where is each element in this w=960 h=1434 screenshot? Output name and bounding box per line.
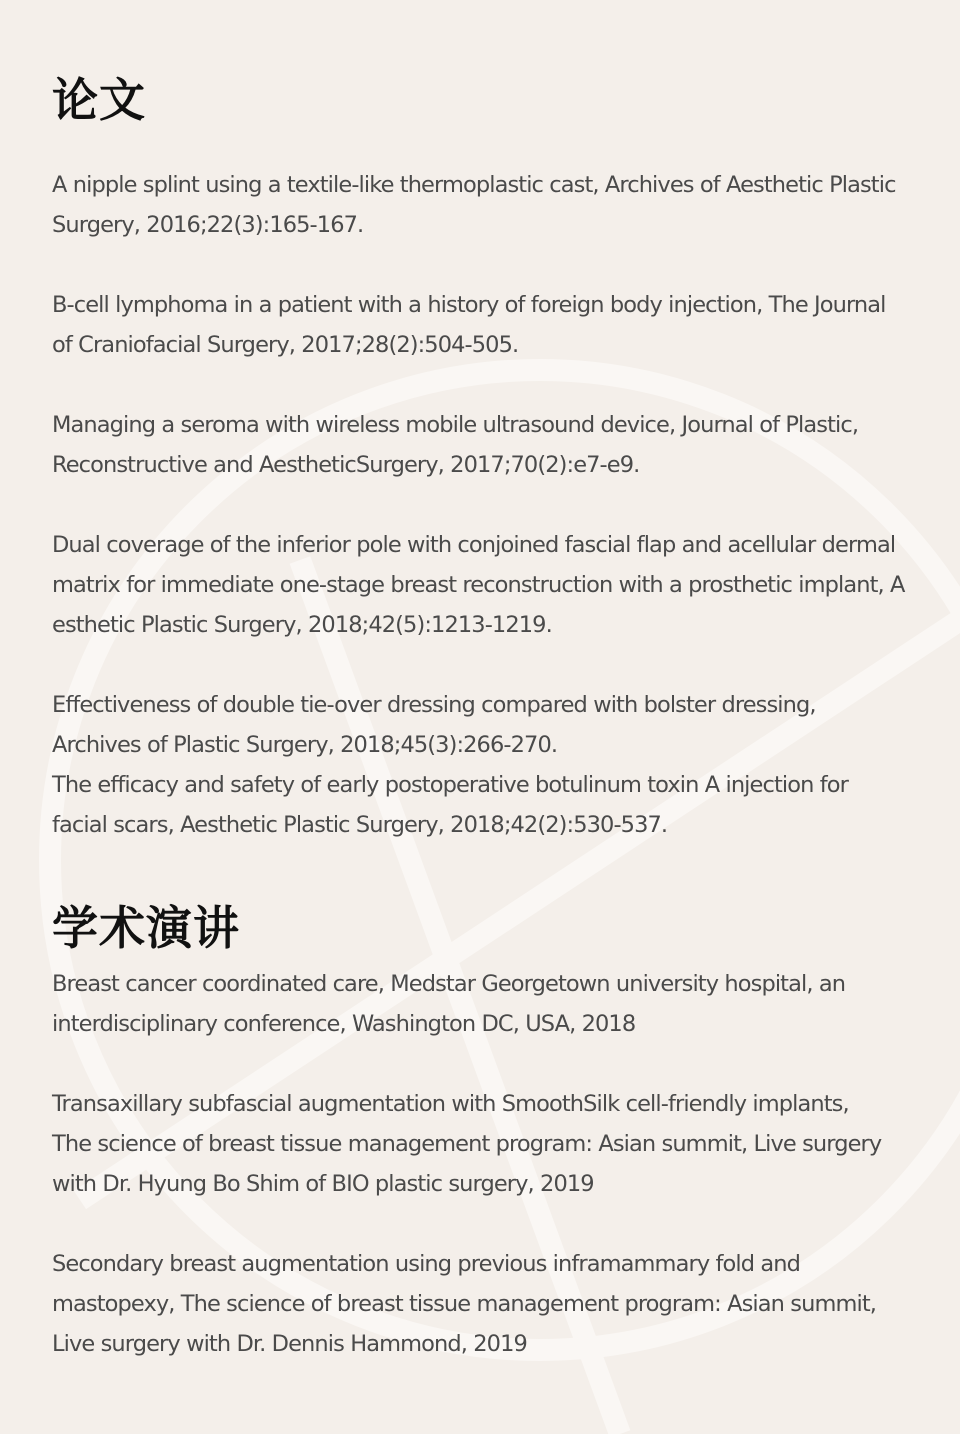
talk-text: Transaxillary subfascial augmentation with SmoothSilk cell-friendly implants, The science of breast tissue management program: Asian summit, Live surgery with Dr. Hyung Bo Shim of BIO plastic surgery, 2019	[52, 1091, 882, 1197]
paper-text: A nipple splint using a textile-like thermoplastic cast, Archives of Aesthetic Plastic Surgery, 2016;22(3):165-167.	[52, 172, 896, 238]
paper-text: Dual coverage of the inferior pole with conjoined fascial flap and acellular dermal matrix for immediate one-stage breast reconstruction with a prosthetic implant, A esthetic Plastic Surgery, 2018;42(5):1213-1219.	[52, 532, 905, 638]
talk-text: Breast cancer coordinated care, Medstar Georgetown university hospital, an interdisciplinary conference, Washington DC, USA, 2018	[52, 971, 846, 1037]
paper-text: Managing a seroma with wireless mobile ultrasound device, Journal of Plastic, Reconstructive and AestheticSurgery, 2017;70(2):e7-e9.	[52, 412, 859, 478]
paper-entry-5	[52, 685, 932, 765]
talks-section-title: 学术演讲	[52, 901, 240, 955]
paper-text: B-cell lymphoma in a patient with a history of foreign body injection, The Journal of Craniofacial Surgery, 2017;28(2):504-505.	[52, 292, 886, 358]
paper-entry-4	[52, 525, 942, 645]
papers-section-title: 论文	[52, 73, 146, 127]
paper-entry-2	[52, 285, 932, 365]
paper-text: Effectiveness of double tie-over dressing compared with bolster dressing, Archives of Plastic Surgery, 2018;45(3):266-270.	[52, 692, 816, 758]
paper-text: The efficacy and safety of early postoperative botulinum toxin A injection for facial scars, Aesthetic Plastic Surgery, 2018;42(2):530-537.	[52, 772, 848, 838]
paper-entry-1	[52, 165, 932, 245]
talk-entry-1	[52, 964, 932, 1044]
paper-entry-3	[52, 405, 932, 485]
paper-entry-6	[52, 765, 932, 845]
talk-entry-3	[52, 1244, 932, 1364]
talk-entry-2	[52, 1084, 932, 1204]
talk-text: Secondary breast augmentation using previous inframammary fold and mastopexy, The science of breast tissue management program: Asian summit, Live surgery with Dr. Dennis Hammond, 2019	[52, 1251, 877, 1357]
